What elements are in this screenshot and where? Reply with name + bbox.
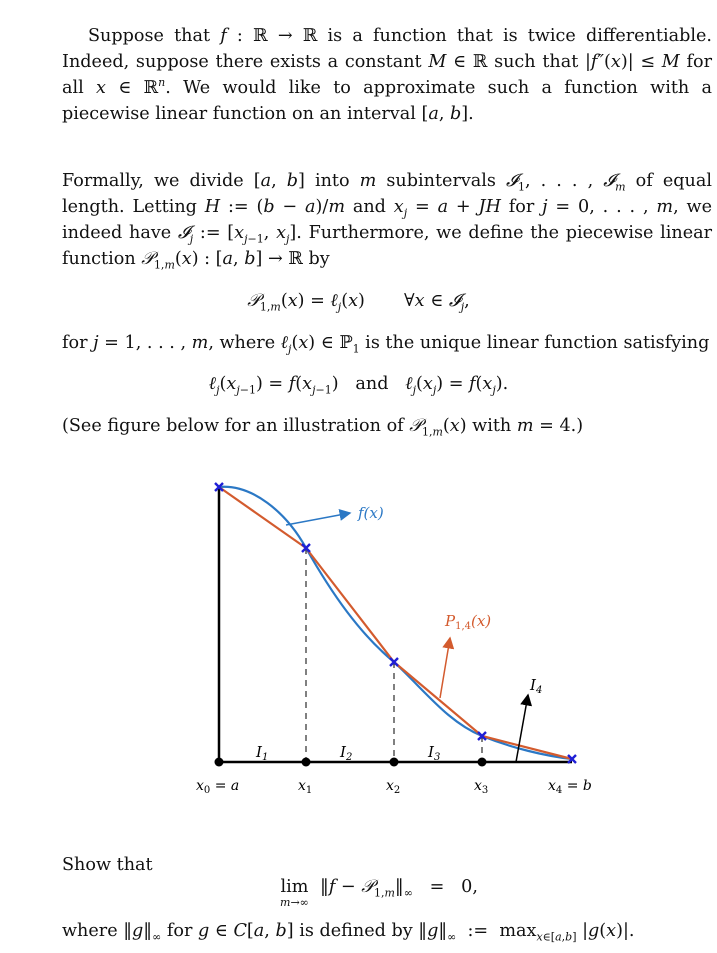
p-label-arrow <box>440 638 450 698</box>
see-figure-note: (See figure below for an illustration of 𝒫$_{1,m}$(x) with m = 4.) <box>62 416 584 439</box>
interpolation-figure <box>0 470 717 830</box>
p-label: $P_{1,4}(x)$ <box>445 612 492 632</box>
f-label: f(x) <box>358 504 384 522</box>
f-label-arrow <box>286 513 350 525</box>
x-label-3: $x_3$ <box>474 778 489 796</box>
interpolation-condition-equation: $\ell_j(x_{j-1}) = f(x_{j-1})$ and $\ell_j(x_j) = f(x_j)$. <box>208 374 509 397</box>
for-clause: for j = 1, . . . , m, where ℓ$_j$(x) ∈ ℙ$_1$ is the unique linear function satisfying <box>62 333 710 356</box>
limit-equation: lim m→∞ ‖f − $𝒫_{1,m}‖_\infty = 0$, <box>280 877 478 909</box>
piecewise-linear <box>219 487 572 759</box>
intro-paragraph: Suppose that f : ℝ → ℝ is a function that is twice differentiable. Indeed, suppose there exists a constant M ∈ ℝ such that |f″(x)| ≤ M for all x ∈ ℝ$^n$. We would like to approximate such a function with a piecewise linear function on an interval [a, b]. <box>62 26 712 124</box>
x-label-4: $x_4 = b$ <box>548 778 592 796</box>
f-curve <box>219 487 572 759</box>
norm-definition: where $‖g‖_\infty$ for g ∈ C[a, b] is defined by $‖g‖_\infty$ := $\max_{x\in[a,b]} |g(x)|$. <box>62 921 635 944</box>
formal-paragraph: Formally, we divide [a, b] into m subintervals 𝓘$_1$, . . . , 𝓘$_m$ of equal length. Letting H := (b − a)/m and $x_j = a$ + JH for j = 0, . . . , m, we indeed have 𝓘$_j$ := [$x_{j-1}$, $x_j$]. Furthermore, we define the piecewise linear function 𝒫$_{1,m}$(x) : [a, b] → ℝ by <box>62 171 713 272</box>
interval-label-4: $I_4$ <box>530 676 543 696</box>
show-that-text: Show that <box>62 855 153 875</box>
interval-label-3: $I_3$ <box>428 743 441 763</box>
interval-label-2: $I_2$ <box>340 743 353 763</box>
x-label-0: $x_0 = a$ <box>196 778 240 796</box>
i4-arrow <box>516 695 528 762</box>
piecewise-definition-equation: 𝒫$_{1,m}$(x) = ℓ$_j$(x) ∀x ∈ 𝓘$_j$, <box>247 291 470 314</box>
x-label-2: $x_2$ <box>386 778 401 796</box>
interpolation-nodes <box>215 483 576 763</box>
interval-label-1: $I_1$ <box>256 743 269 763</box>
x-label-1: $x_1$ <box>298 778 313 796</box>
